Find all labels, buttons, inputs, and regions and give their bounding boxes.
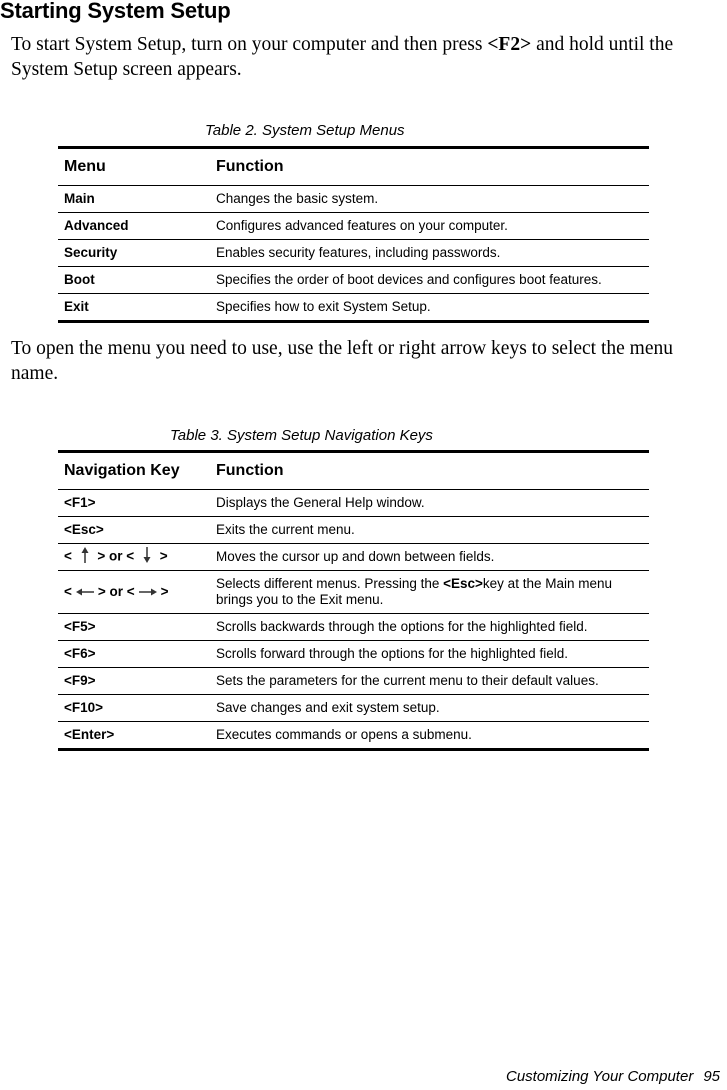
- table-row: [58, 668, 649, 695]
- header-function: Function: [210, 148, 649, 186]
- menu-function: Enables security features, including passwords.: [210, 240, 649, 267]
- nav-function: [210, 571, 649, 614]
- down-arrow-icon: [142, 547, 152, 567]
- function-text-before: Selects different menus. Pressing the: [216, 576, 444, 591]
- header-menu: Menu: [58, 148, 210, 186]
- table2-caption: Table 2. System Setup Menus: [205, 122, 405, 139]
- menu-function: Specifies the order of boot devices and configures boot features.: [210, 267, 649, 294]
- page-footer: [506, 1068, 720, 1085]
- left-arrow-icon: [76, 584, 94, 600]
- table-row: [58, 186, 649, 213]
- key-bracket: >: [160, 583, 169, 599]
- middle-paragraph: To open the menu you need to use, use the left or right arrow keys to select the menu name.: [11, 338, 673, 384]
- nav-function: Save changes and exit system setup.: [210, 695, 649, 722]
- function-text-after: key at the Main menu brings you to the Exit menu.: [216, 576, 612, 607]
- key-bracket: <: [64, 548, 72, 564]
- menu-name: Security: [58, 240, 210, 267]
- nav-function: Scrolls forward through the options for the highlighted field.: [210, 641, 649, 668]
- nav-key: <F10>: [58, 695, 210, 722]
- nav-function: Displays the General Help window.: [210, 490, 649, 517]
- nav-key-up-down: [58, 544, 210, 571]
- table-row: [58, 517, 649, 544]
- nav-function: Exits the current menu.: [210, 517, 649, 544]
- up-arrow-icon: [80, 547, 90, 567]
- navigation-keys-table: [58, 450, 649, 751]
- nav-function: Sets the parameters for the current menu to their default values.: [210, 668, 649, 695]
- nav-key: <Esc>: [58, 517, 210, 544]
- nav-key: <F9>: [58, 668, 210, 695]
- table-header-row: [58, 148, 649, 186]
- table-row: [58, 240, 649, 267]
- nav-key: <F1>: [58, 490, 210, 517]
- key-or-text: > or <: [97, 583, 135, 599]
- table-row: [58, 614, 649, 641]
- menu-name: Main: [58, 186, 210, 213]
- intro-key-f2: <F2>: [487, 34, 532, 55]
- intro-text-after: and hold until the System Setup screen appears.: [11, 34, 674, 80]
- system-setup-menus-table: [58, 146, 649, 323]
- table-row: [58, 267, 649, 294]
- header-navigation-key: Navigation Key: [58, 452, 210, 490]
- nav-key-left-right: [58, 571, 210, 614]
- menu-name: Exit: [58, 294, 210, 322]
- key-bracket: >: [159, 548, 168, 564]
- table-row: [58, 490, 649, 517]
- nav-key: <F6>: [58, 641, 210, 668]
- intro-paragraph: [11, 32, 723, 82]
- page-heading: Starting System Setup: [0, 0, 231, 23]
- page-number: 95: [703, 1068, 720, 1085]
- table-row: [58, 571, 649, 614]
- table3-caption: Table 3. System Setup Navigation Keys: [170, 427, 433, 444]
- table-row: [58, 294, 649, 322]
- table-row: [58, 722, 649, 750]
- menu-name: Boot: [58, 267, 210, 294]
- table-header-row: [58, 452, 649, 490]
- nav-key: <F5>: [58, 614, 210, 641]
- function-key-esc: <Esc>: [443, 576, 483, 591]
- nav-function: Moves the cursor up and down between fields.: [210, 544, 649, 571]
- header-function: Function: [210, 452, 649, 490]
- menu-name: Advanced: [58, 213, 210, 240]
- footer-section-title: Customizing Your Computer: [506, 1068, 694, 1085]
- nav-function: Executes commands or opens a submenu.: [210, 722, 649, 750]
- table-row: [58, 695, 649, 722]
- nav-function: Scrolls backwards through the options for the highlighted field.: [210, 614, 649, 641]
- key-or-text: > or <: [97, 548, 135, 564]
- table-row: [58, 641, 649, 668]
- menu-function: Configures advanced features on your computer.: [210, 213, 649, 240]
- right-arrow-icon: [139, 584, 157, 600]
- menu-function: Specifies how to exit System Setup.: [210, 294, 649, 322]
- key-bracket: <: [64, 583, 72, 599]
- menu-function: Changes the basic system.: [210, 186, 649, 213]
- intro-text-before: To start System Setup, turn on your computer and then press: [11, 34, 488, 55]
- table-row: [58, 544, 649, 571]
- nav-key: <Enter>: [58, 722, 210, 750]
- table-row: [58, 213, 649, 240]
